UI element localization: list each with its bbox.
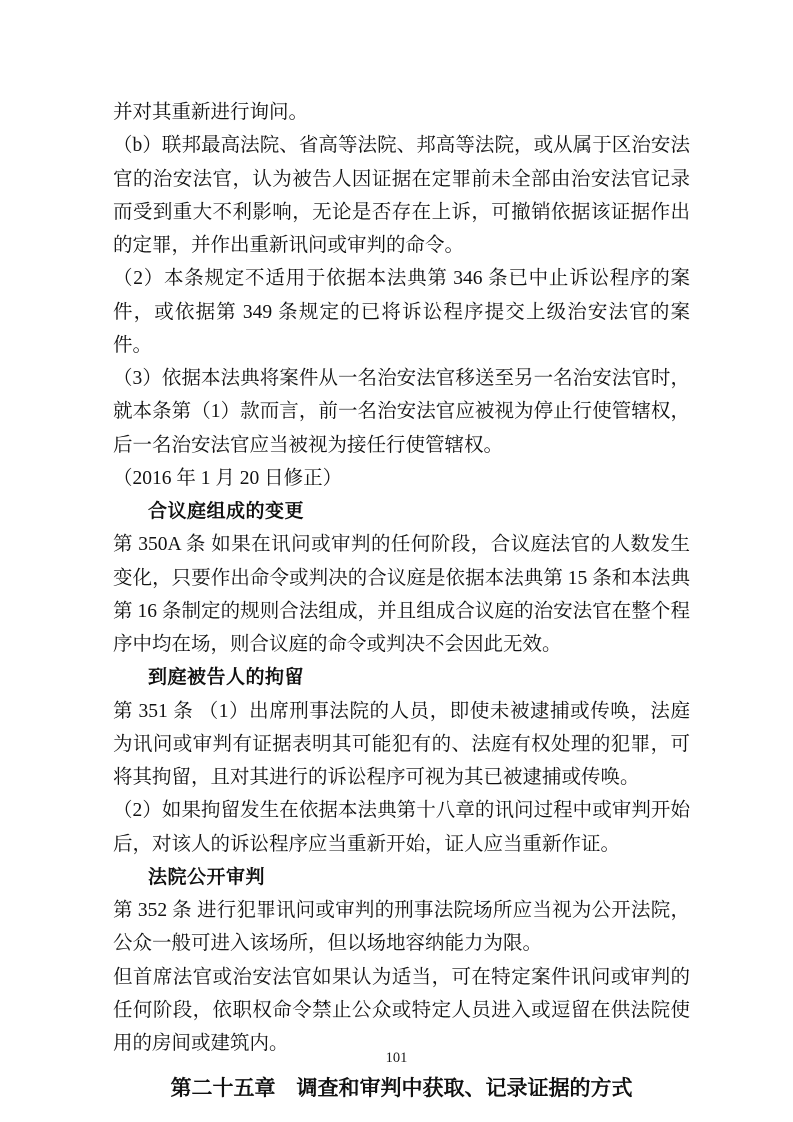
body-paragraph: （b）联邦最高法院、省高等法院、邦高等法院，或从属于区治安法官的治安法官，认为被告人因证据在定罪前未全部由治安法官记录而受到重大不利影响，无论是否存在上诉，可撤销依据该证据作出的定罪，并作出重新讯问或审判的命令。 [113, 135, 690, 256]
amendment-note: （2016 年 1 月 20 日修正） [113, 467, 343, 489]
body-paragraph: 并对其重新进行询问。 [113, 102, 309, 123]
section-heading: 法院公开审判 [148, 866, 266, 888]
body-paragraph: （2）如果拘留发生在依据本法典第十八章的讯问过程中或审判开始后，对该人的诉讼程序应当重新开始，证人应当重新作证。 [113, 800, 690, 855]
section-heading: 合议庭组成的变更 [148, 501, 305, 522]
body-paragraph: 第 350A 条 如果在讯问或审判的任何阶段，合议庭法官的人数发生变化，只要作出命令或判决的合议庭是依据本法典第 15 条和本法典第 16 条制定的规则合法组成，并且组成合议庭的治安法官在整个程序中均在场，则合议庭的命令或判决不会因此无效。 [113, 534, 690, 655]
body-paragraph: （3）依据本法典将案件从一名治安法官移送至另一名治安法官时，就本条第（1）款而言，前一名治安法官应被视为停止行使管辖权，后一名治安法官应当被视为接任行使管辖权。 [113, 368, 690, 456]
body-paragraph: 但首席法官或治安法官如果认为适当，可在特定案件讯问或审判的任何阶段，依职权命令禁止公众或特定人员进入或逗留在供法院使用的房间或建筑内。 [113, 966, 690, 1054]
body-paragraph: 第 351 条 （1）出席刑事法院的人员，即使未被逮捕或传唤，法庭为讯问或审判有证据表明其可能犯有的、法庭有权处理的犯罪，可将其拘留，且对其进行的诉讼程序可视为其已被逮捕或传唤。 [113, 700, 690, 788]
body-paragraph: （2）本条规定不适用于依据本法典第 346 条已中止诉讼程序的案件，或依据第 349 条规定的已将诉讼程序提交上级治安法官的案件。 [113, 268, 690, 356]
section-heading: 到庭被告人的拘留 [148, 667, 305, 689]
body-paragraph: 第 352 条 进行犯罪讯问或审判的刑事法院场所应当视为公开法院，公众一般可进入该场所，但以场地容纳能力为限。 [113, 900, 690, 955]
document-body [113, 96, 690, 1105]
chapter-heading: 第二十五章 调查和审判中获取、记录证据的方式 [170, 1076, 633, 1101]
page-number: 101 [385, 1050, 408, 1066]
